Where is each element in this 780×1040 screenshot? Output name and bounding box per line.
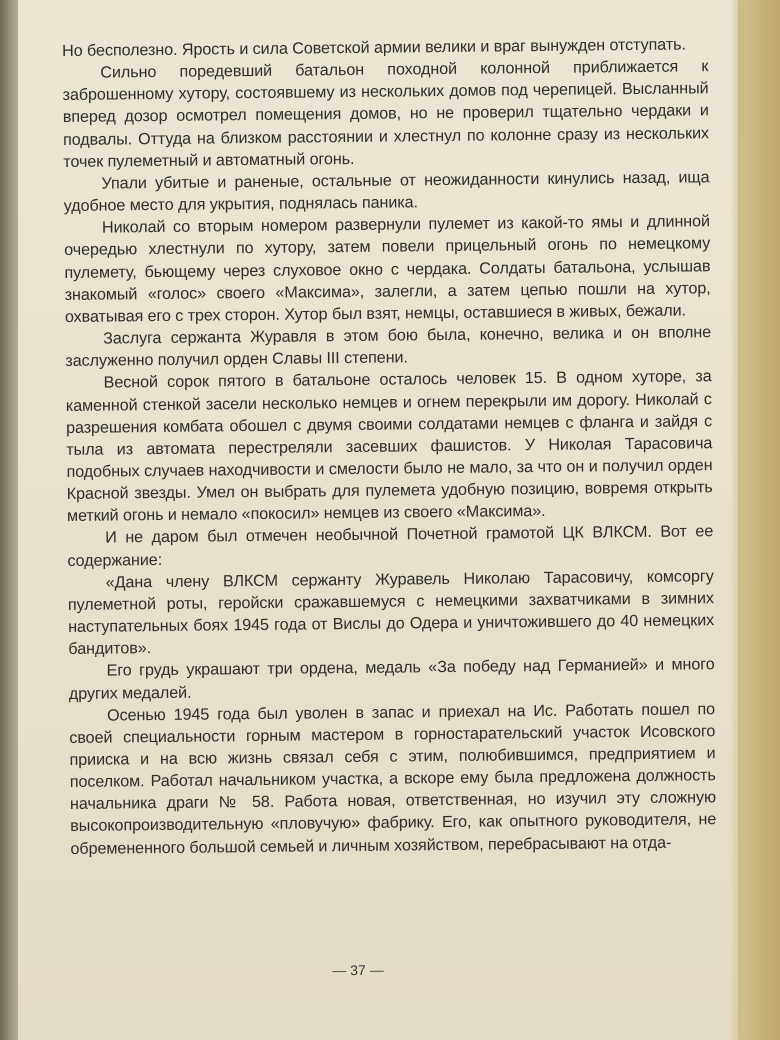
paragraph: Сильно поредевший батальон походной колонной приближается к заброшенному хутору, состоявшему из нескольких домов под черепицей. Высланный вперед дозор осмотрел помещения домов, но не проверил тщательно чердаки и подвалы. Оттуда на близком расстоянии и хлестнул по колонне сразу из нескольких точек пулеметный и автоматный огонь. — [62, 57, 710, 171]
paragraph: Весной сорок пятого в батальоне осталось человек 15. В одном хуторе, за каменной стенкой засели несколько немцев и огнем перекрыли им дорогу. Николай с разрешения комбата обошел с двумя своими солдатами немцев с фланга и зайдя с тыла из автомата перестреляли засевших фашистов. У Николая Тарасовича подобных случаев находчивости и смелости было не мало, за что он и получил орден Красной звезды. Умел он выбрать для пулемета удобную позицию, вовремя открыть меткий огонь и немало «покосил» немцев из своего «Максима». — [65, 367, 713, 526]
quoted-paragraph: «Дана члену ВЛКСМ сержанту Журавель Николаю Тарасовичу, комсоргу пулеметной роты, геройски сражавшемуся с немецкими захватчиками в зимних наступательных боях 1945 года от Вислы до Одера и уничтожившего до 40 немецких бандитов». — [67, 566, 715, 659]
paragraph: И не даром был отмечен необычной Почетной грамотой ЦК ВЛКСМ. Вот ее содержание: — [67, 522, 714, 570]
paragraph: Заслуга сержанта Журавля в этом бою была, конечно, велика и он вполне заслуженно получил орден Славы III степени. — [65, 323, 712, 371]
paragraph: Николай со вторым номером развернули пулемет из какой-то ямы и длинной очередью хлестнули по хутору, затем повели прицельный огонь по немецкому пулемету, бьющему через слуховое окно с чердака. Солдаты батальона, услышав знакомый «голос» своего «Максима», залегли, а затем цепью пошли на хутор, охватывая его с трех сторон. Хутор был взят, немцы, оставшиеся в живых, бежали. — [64, 212, 711, 326]
book-page — [18, 0, 738, 1040]
paragraph: Но бесполезно. Ярость и сила Советской армии велики и враг вынужден отступать. — [62, 35, 686, 60]
page-edge — [730, 0, 780, 1040]
paragraph: Осенью 1945 года был уволен в запас и приехал на Ис. Работать пошел по своей специальности горным мастером в горностарательский участок Исовского прииска и на всю жизнь связал себя с этим, полюбившимся, предприятием и поселком. Работал начальником участка, а вскоре ему была предложена должность начальника драги № 58. Работа новая, ответственная, но изучил эту сложную высокопроизводительную «пловучую» фабрику. Его, как опытного руководителя, не обремененного большой семьей и личным хозяйством, перебрасывают на отда- — [69, 699, 717, 858]
page-text — [62, 33, 717, 860]
page-number: — 37 — — [332, 961, 384, 979]
paragraph: Упали убитые и раненые, остальные от неожиданности кинулись назад, ища удобное место для укрытия, поднялась паника. — [63, 168, 710, 216]
paragraph: Его грудь украшают три ордена, медаль «За победу над Германией» и много других медалей. — [68, 655, 715, 703]
